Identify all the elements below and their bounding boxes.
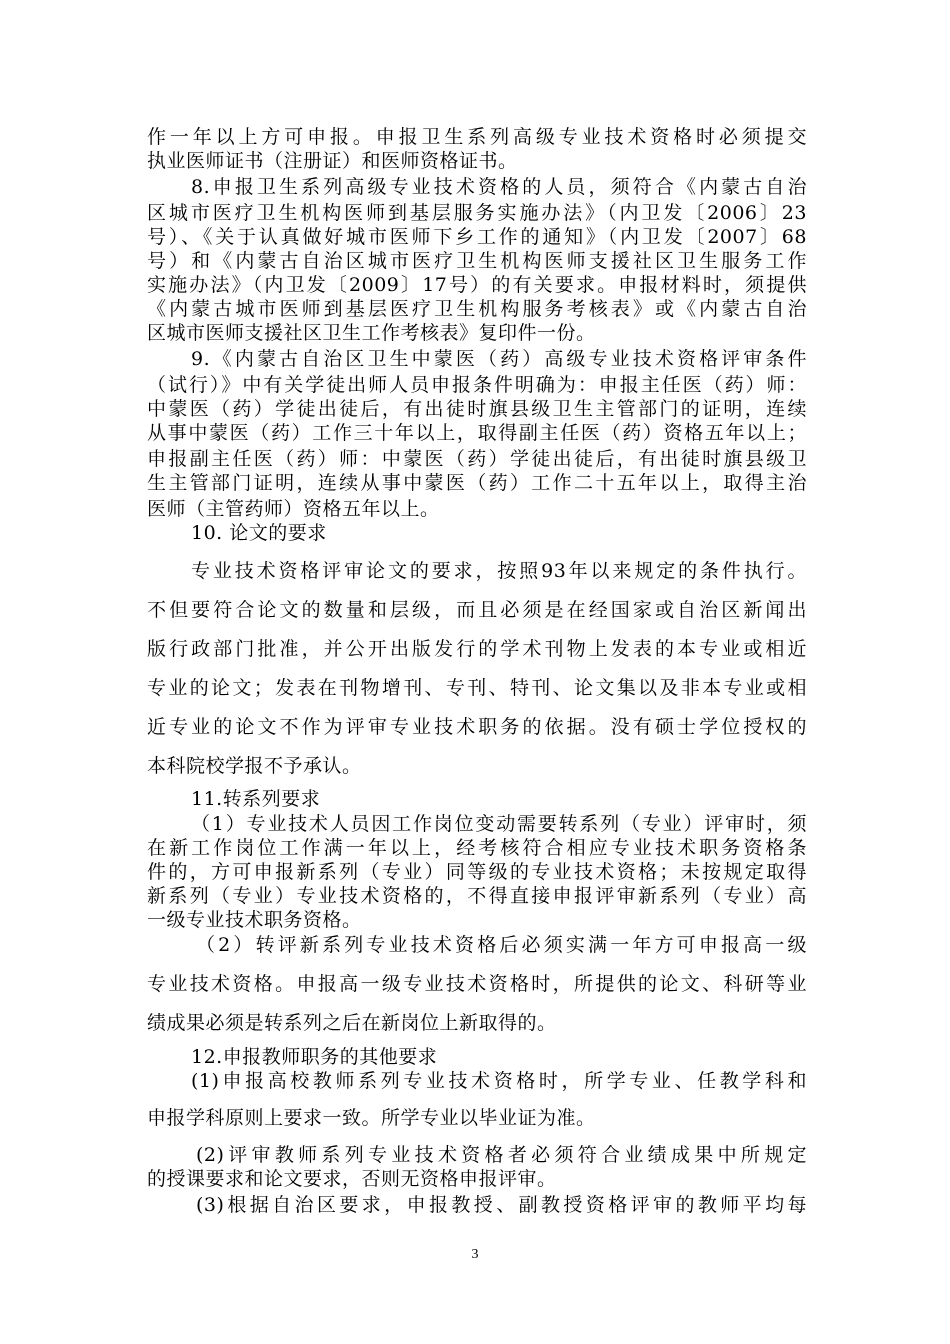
text-line: 从事中蒙医（药）工作三十年以上，取得副主任医（药）资格五年以上； (147, 422, 807, 444)
text-line: 的授课要求和论文要求，否则无资格申报评审。 (147, 1168, 557, 1190)
section-heading: 12.申报教师职务的其他要求 (191, 1046, 438, 1068)
text-line: 区城市医疗卫生机构医师到基层服务实施办法》（内卫发〔2006〕23 (147, 202, 807, 224)
text-line: 《内蒙古城市医师到基层医疗卫生机构服务考核表》或《内蒙古自治 (147, 298, 807, 320)
text-line: 本科院校学报不予承认。 (147, 755, 362, 777)
text-line: 医师（主管药师）资格五年以上。 (147, 498, 440, 520)
text-line: 作一年以上方可申报。申报卫生系列高级专业技术资格时必须提交 (147, 126, 807, 148)
page-number: 3 (471, 1247, 479, 1262)
text-line: 在新工作岗位工作满一年以上，经考核符合相应专业技术职务资格条 (147, 837, 807, 859)
text-line: (3)根据自治区要求，申报教授、副教授资格评审的教师平均每 (196, 1194, 807, 1216)
text-line: 申报学科原则上要求一致。所学专业以毕业证为准。 (147, 1107, 596, 1129)
text-line: 号）和《内蒙古自治区城市医疗卫生机构医师支援社区卫生服务工作 (147, 250, 807, 272)
text-line: 8.申报卫生系列高级专业技术资格的人员，须符合《内蒙古自治 (191, 176, 807, 198)
text-line: 专业的论文；发表在刊物增刊、专刊、特刊、论文集以及非本专业或相 (147, 677, 807, 699)
section-heading: 10. 论文的要求 (191, 522, 327, 544)
text-line: 绩成果必须是转系列之后在新岗位上新取得的。 (147, 1012, 557, 1034)
text-line: （2）转评新系列专业技术资格后必须实满一年方可申报高一级 (196, 934, 807, 956)
text-line: 不但要符合论文的数量和层级，而且必须是在经国家或自治区新闻出 (147, 599, 807, 621)
text-line: 实施办法》（内卫发〔2009〕17号）的有关要求。申报材料时，须提供 (147, 274, 807, 296)
text-line: 号）、《关于认真做好城市医师下乡工作的通知》（内卫发〔2007〕68 (147, 226, 807, 248)
text-line: 一级专业技术职务资格。 (147, 909, 362, 931)
text-line: 版行政部门批准，并公开出版发行的学术刊物上发表的本专业或相近 (147, 638, 807, 660)
text-line: 专业技术资格评审论文的要求，按照93年以来规定的条件执行。 (191, 560, 807, 582)
text-line: 申报副主任医（药）师：中蒙医（药）学徒出徒后，有出徒时旗县级卫 (147, 448, 807, 470)
text-line: 执业医师证书（注册证）和医师资格证书。 (147, 150, 518, 172)
section-heading: 11.转系列要求 (191, 788, 321, 810)
text-line: 专业技术资格。申报高一级专业技术资格时，所提供的论文、科研等业 (147, 973, 807, 995)
text-line: (1)申报高校教师系列专业技术资格时，所学专业、任教学科和 (191, 1070, 807, 1092)
text-line: （试行）》中有关学徒出师人员申报条件明确为：申报主任医（药）师： (147, 374, 807, 396)
text-line: （1）专业技术人员因工作岗位变动需要转系列（专业）评审时，须 (191, 813, 807, 835)
text-line: 件的，方可申报新系列（专业）同等级的专业技术资格；未按规定取得 (147, 861, 807, 883)
text-line: 9.《内蒙古自治区卫生中蒙医（药）高级专业技术资格评审条件 (191, 348, 807, 370)
text-line: 新系列（专业）专业技术资格的，不得直接申报评审新系列（专业）高 (147, 885, 807, 907)
text-line: 中蒙医（药）学徒出徒后，有出徒时旗县级卫生主管部门的证明，连续 (147, 398, 807, 420)
text-line: (2)评审教师系列专业技术资格者必须符合业绩成果中所规定 (196, 1144, 807, 1166)
text-line: 近专业的论文不作为评审专业技术职务的依据。没有硕士学位授权的 (147, 716, 807, 738)
text-line: 生主管部门证明，连续从事中蒙医（药）工作二十五年以上，取得主治 (147, 472, 807, 494)
text-line: 区城市医师支援社区卫生工作考核表》复印件一份。 (147, 322, 596, 344)
